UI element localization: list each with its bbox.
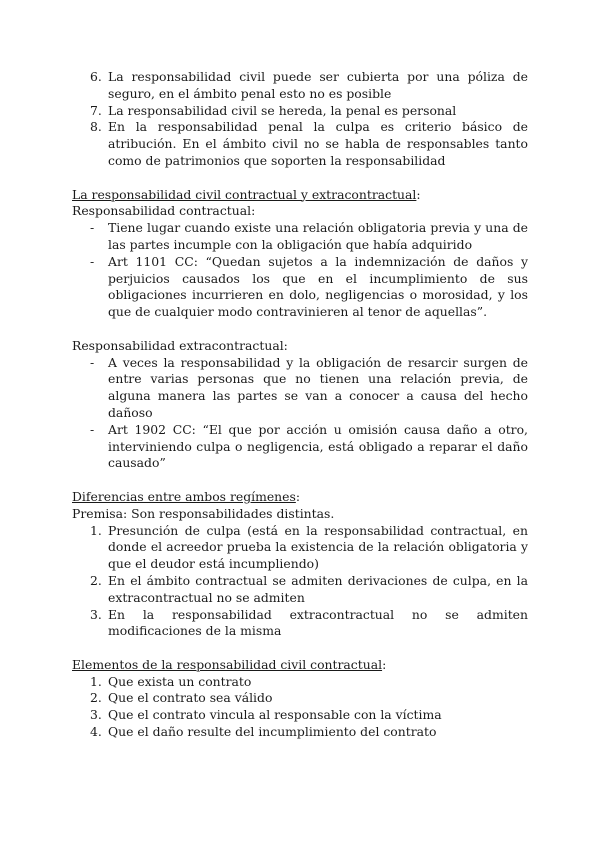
section-heading-text: Elementos de la responsabilidad civil contractual — [72, 656, 383, 672]
list-item — [72, 220, 528, 254]
list-number: 2. — [90, 690, 102, 706]
list-number: 7. — [90, 102, 102, 118]
list-item — [72, 355, 528, 422]
list-number: 3. — [90, 606, 102, 622]
section-heading — [72, 187, 528, 204]
numbered-list — [72, 523, 528, 641]
list-text: En la responsabilidad extracontractual no se admiten modificaciones de la misma — [108, 606, 528, 639]
list-text: Que el contrato vincula al responsable con la víctima — [108, 707, 442, 723]
dash-marker: - — [90, 354, 95, 370]
list-text: En la responsabilidad penal la culpa es criterio básico de atribución. En el ámbito civil no se habla de responsables tanto como de patrimonios que soporten la responsabilidad — [108, 119, 528, 168]
premise-text: Premisa: Son responsabilidades distintas. — [72, 505, 335, 521]
list-text: En el ámbito contractual se admiten derivaciones de culpa, en la extracontractual no se admiten — [108, 572, 528, 605]
subsection-label: Responsabilidad extracontractual: — [72, 337, 288, 353]
list-item — [72, 707, 528, 724]
list-text: Que el contrato sea válido — [108, 690, 273, 706]
bullet-list — [72, 355, 528, 473]
list-number: 2. — [90, 572, 102, 588]
list-item — [72, 674, 528, 691]
list-text: Que exista un contrato — [108, 673, 252, 689]
list-text: A veces la responsabilidad y la obligación de resarcir surgen de entre varias personas que no tienen una relación previa, de alguna manera las partes se van a conocer a causa del hecho dañoso — [108, 354, 528, 420]
dash-marker: - — [90, 253, 95, 269]
list-text: Art 1902 CC: “El que por acción u omisión causa daño a otro, interviniendo culpa o negligencia, está obligado a reparar el daño causado” — [108, 421, 528, 471]
list-text: Art 1101 CC: “Quedan sujetos a la indemnización de daños y perjuicios causados los que en el incumplimiento de sus obligaciones incurrieren en dolo, negligencias o morosidad, y los que de cualquier modo contravinieren al tenor de aquellas”. — [108, 253, 528, 320]
section-heading-text: Diferencias entre ambos regímenes — [72, 488, 296, 504]
list-number: 6. — [90, 69, 102, 84]
list-text: La responsabilidad civil se hereda, la penal es personal — [108, 102, 457, 118]
list-item — [72, 103, 528, 120]
document-body — [72, 69, 528, 741]
list-number: 8. — [90, 119, 102, 135]
list-item — [72, 607, 528, 641]
list-item — [72, 422, 528, 472]
section-heading — [72, 657, 528, 674]
subsection-label: Responsabilidad contractual: — [72, 203, 256, 219]
list-text: Que el daño resulte del incumplimiento del contrato — [108, 724, 437, 740]
list-number: 1. — [90, 522, 102, 538]
list-text: Tiene lugar cuando existe una relación obligatoria previa y una de las partes incumple con la obligación que había adquirido — [108, 220, 528, 252]
dash-marker: - — [90, 421, 95, 437]
dash-marker: - — [90, 220, 95, 236]
list-item — [72, 724, 528, 741]
heading-colon: : — [295, 488, 301, 504]
list-number: 3. — [90, 707, 102, 723]
list-item — [72, 69, 528, 103]
list-number: 4. — [90, 724, 102, 740]
section-heading — [72, 489, 528, 506]
list-item — [72, 523, 528, 573]
list-item — [72, 119, 528, 169]
list-item — [72, 690, 528, 707]
list-item — [72, 573, 528, 607]
bullet-list — [72, 220, 528, 321]
heading-colon: : — [382, 656, 387, 672]
numbered-list-continued — [72, 69, 528, 170]
list-text: Presunción de culpa (está en la responsabilidad contractual, en donde el acreedor prueba la existencia de la relación obligatoria y que el deudor está incumpliendo) — [108, 522, 528, 572]
numbered-list — [72, 674, 528, 741]
heading-colon: : — [416, 186, 421, 202]
list-text: La responsabilidad civil puede ser cubierta por una póliza de seguro, en el ámbito penal esto no es posible — [108, 69, 528, 101]
section-heading-text: La responsabilidad civil contractual y extracontractual — [72, 186, 417, 202]
list-number: 1. — [90, 673, 102, 689]
list-item — [72, 254, 528, 321]
